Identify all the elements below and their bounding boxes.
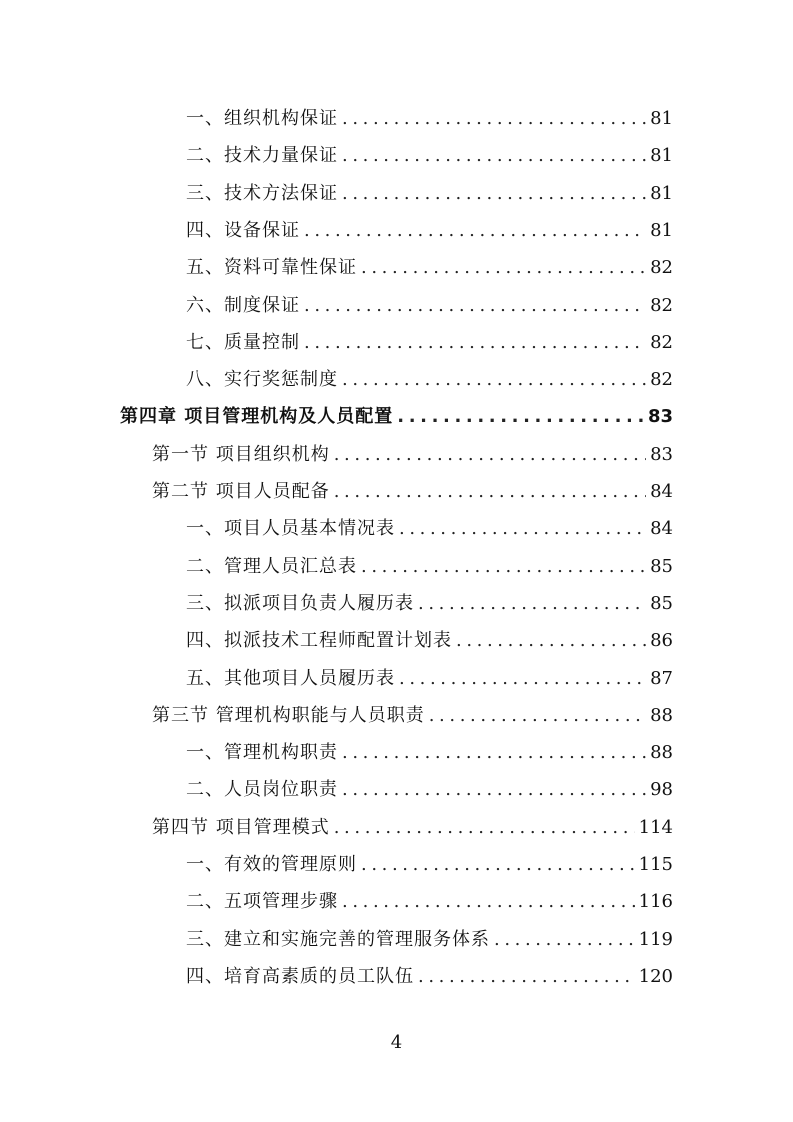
toc-dot-leader xyxy=(342,175,646,212)
toc-entry-item[interactable] xyxy=(186,585,673,622)
toc-entry-title: 三、技术方法保证 xyxy=(186,182,338,204)
toc-entry-page: 81 xyxy=(650,219,673,241)
toc-entry-title: 一、组织机构保证 xyxy=(186,108,338,129)
toc-entry-item[interactable] xyxy=(186,622,673,659)
toc-entry-item[interactable] xyxy=(186,361,673,398)
toc-entry-page: 85 xyxy=(650,592,673,614)
toc-entry-item[interactable] xyxy=(186,100,673,137)
toc-dot-leader xyxy=(418,958,635,995)
toc-entry-item[interactable] xyxy=(186,212,673,249)
toc-entry-item[interactable] xyxy=(186,883,673,920)
toc-entry-page: 81 xyxy=(650,108,673,129)
toc-dot-leader xyxy=(397,398,644,435)
toc-entry-title: 二、管理人员汇总表 xyxy=(186,555,357,577)
toc-entry-page: 114 xyxy=(638,816,673,838)
toc-entry-section[interactable] xyxy=(152,436,673,473)
toc-dot-leader xyxy=(342,361,646,398)
toc-dot-leader xyxy=(418,585,646,622)
toc-entry-section[interactable] xyxy=(152,473,673,510)
toc-entry-title: 第二节 项目人员配备 xyxy=(152,481,330,502)
page-number: 4 xyxy=(390,1032,403,1053)
toc-entry-item[interactable] xyxy=(186,510,673,547)
toc-entry-page: 85 xyxy=(650,555,673,577)
toc-entry-page: 88 xyxy=(650,704,673,726)
toc-entry-title: 五、资料可靠性保证 xyxy=(186,257,357,279)
toc-entry-title: 六、制度保证 xyxy=(186,294,300,316)
toc-entry-section[interactable] xyxy=(152,809,673,846)
toc-entry-page: 87 xyxy=(650,667,673,689)
toc-entry-title: 四、拟派技术工程师配置计划表 xyxy=(186,630,452,652)
toc-entry-page: 81 xyxy=(650,145,673,167)
toc-entry-title: 五、其他项目人员履历表 xyxy=(186,667,395,689)
toc-entry-page: 88 xyxy=(650,742,673,764)
toc-entry-title: 四、设备保证 xyxy=(186,219,300,241)
toc-entry-section[interactable] xyxy=(152,697,673,734)
toc-dot-leader xyxy=(456,622,646,659)
toc-dot-leader xyxy=(334,809,635,846)
toc-entry-page: 81 xyxy=(650,182,673,204)
toc-entry-page: 119 xyxy=(638,928,673,950)
toc-dot-leader xyxy=(342,137,646,174)
toc-entry-item[interactable] xyxy=(186,137,673,174)
toc-entry-title: 七、质量控制 xyxy=(186,331,300,353)
toc-entry-page: 82 xyxy=(650,369,673,391)
toc-entry-title: 第四节 项目管理模式 xyxy=(152,816,330,838)
toc-entry-page: 82 xyxy=(650,331,673,353)
toc-entry-item[interactable] xyxy=(186,287,673,324)
toc-entry-page: 83 xyxy=(650,443,673,465)
toc-dot-leader xyxy=(361,846,635,883)
toc-entry-page: 83 xyxy=(647,406,673,428)
toc-dot-leader xyxy=(304,324,646,361)
toc-dot-leader xyxy=(399,660,646,697)
toc-entry-item[interactable] xyxy=(186,249,673,286)
toc-dot-leader xyxy=(304,212,646,249)
toc-dot-leader xyxy=(399,510,646,547)
toc-dot-leader xyxy=(342,100,646,137)
toc-dot-leader xyxy=(342,734,646,771)
toc-entry-item[interactable] xyxy=(186,548,673,585)
toc-entry-title: 二、人员岗位职责 xyxy=(186,779,338,801)
toc-dot-leader xyxy=(361,548,646,585)
toc-entry-title: 二、技术力量保证 xyxy=(186,145,338,167)
toc-entry-item[interactable] xyxy=(186,958,673,995)
toc-entry-title: 三、建立和实施完善的管理服务体系 xyxy=(186,928,490,950)
toc-entry-item[interactable] xyxy=(186,771,673,808)
toc-entry-title: 二、五项管理步骤 xyxy=(186,891,338,913)
toc-entry-title: 第四章 项目管理机构及人员配置 xyxy=(120,406,394,428)
toc-entry-page: 84 xyxy=(650,481,673,502)
toc-dot-leader xyxy=(304,287,646,324)
toc-entry-title: 一、项目人员基本情况表 xyxy=(186,518,395,540)
toc-entry-page: 82 xyxy=(650,294,673,316)
toc-dot-leader xyxy=(361,249,646,286)
toc-entry-title: 第三节 管理机构职能与人员职责 xyxy=(152,704,425,726)
toc-entry-chapter[interactable] xyxy=(120,398,673,435)
toc-entry-page: 120 xyxy=(638,965,673,987)
toc-entry-page: 98 xyxy=(650,779,673,801)
toc-entry-page: 116 xyxy=(638,891,673,913)
toc-entry-item[interactable] xyxy=(186,175,673,212)
toc-dot-leader xyxy=(342,883,635,920)
toc-entry-item[interactable] xyxy=(186,846,673,883)
toc-dot-leader xyxy=(334,436,646,473)
toc-entry-page: 86 xyxy=(650,630,673,652)
toc-entry-title: 第一节 项目组织机构 xyxy=(152,443,330,465)
toc-dot-leader xyxy=(494,921,635,958)
toc-entry-title: 三、拟派项目负责人履历表 xyxy=(186,592,414,614)
toc-entry-title: 八、实行奖惩制度 xyxy=(186,369,338,391)
toc-entry-title: 一、有效的管理原则 xyxy=(186,854,357,875)
toc-entry-page: 115 xyxy=(638,854,673,875)
toc-entry-item[interactable] xyxy=(186,660,673,697)
toc-entry-title: 四、培育高素质的员工队伍 xyxy=(186,965,414,987)
toc-entry-page: 82 xyxy=(650,257,673,279)
toc-entry-page: 84 xyxy=(650,518,673,540)
toc-entry-item[interactable] xyxy=(186,734,673,771)
toc-dot-leader xyxy=(342,771,646,808)
toc-entry-item[interactable] xyxy=(186,921,673,958)
toc-entry-item[interactable] xyxy=(186,324,673,361)
toc-dot-leader xyxy=(334,473,646,510)
toc-dot-leader xyxy=(429,697,646,734)
toc-entry-title: 一、管理机构职责 xyxy=(186,742,338,764)
